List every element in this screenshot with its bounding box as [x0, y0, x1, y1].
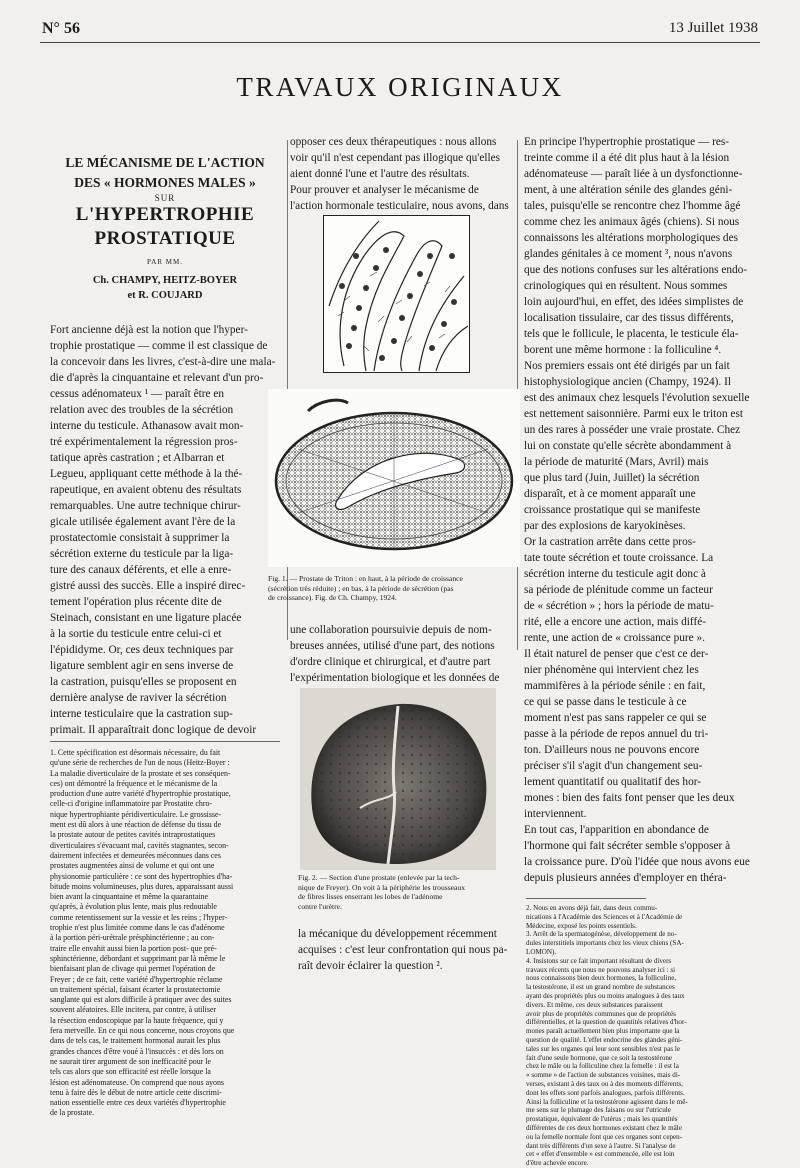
issue-number: N° 56: [42, 20, 80, 37]
text-line: tate toute sécrétion et toute croissance. La: [524, 552, 714, 564]
text-line: nier phénomène qui intervient chez les: [524, 664, 699, 676]
text-line: divers. Et même, ces deux substances paraissent: [526, 1000, 663, 1009]
text-line: prostates augmentées ainsi de volume et qui ont une: [50, 861, 215, 871]
text-line: disparaît, et à ce moment apparaît une: [524, 488, 696, 500]
text-line: tels cas alors que son efficacité est réelle lorsque la: [50, 1067, 211, 1077]
text-line: trophie prostatique — comme il est classique de: [50, 340, 268, 352]
text-line: Freyer ; de ce fait, cette variété d'hypertrophie réclame: [50, 974, 223, 984]
text-line: contre l'urètre.: [298, 901, 342, 911]
text-line: qu'après, à évolution plus lente, mais plus redoutable: [50, 902, 217, 912]
text-line: loin aujourd'hui, en effet, des idées simplistes de: [524, 296, 744, 308]
text-line: diverticulaires s'évacuant mal, cavités stagnantes, secon-: [50, 840, 229, 850]
text-line: d'être achevée encore.: [526, 1159, 589, 1168]
text-line: 1. Cette spécification est désormais nécessaire, du fait: [50, 748, 221, 757]
author-line: et R. COUJARD: [127, 290, 203, 301]
text-line: mammifères à la période sénile : en fait,: [524, 680, 706, 692]
text-line: prostatectomie consistait à supprimer la: [50, 532, 230, 544]
text-line: lui on constate qu'elle sécrète abondamment à: [524, 440, 732, 452]
text-line: souvent aléatoires. Elle incitera, par contre, à utiliser: [50, 1005, 217, 1015]
text-line: mones : bien des faits font penser que les deux: [524, 792, 735, 804]
text-line: passe à la période de repos annuel du tri-: [524, 728, 709, 740]
text-line: La maladie diverticulaire de la prostate et ses conséquen-: [50, 768, 231, 778]
col1-text: [50, 322, 280, 738]
text-line: de « sécrétion » ; hors la période de matu-: [524, 600, 714, 612]
article-title-line: DES « HORMONES MALES »: [74, 175, 256, 190]
text-line: acquises : c'est leur confrontation qui nous pa-: [298, 944, 508, 956]
col2-bottom-text: [298, 926, 520, 974]
author-line: Ch. CHAMPY, HEITZ-BOYER: [92, 275, 238, 286]
text-line: tels que le follicule, le placenta, le testicule éla-: [524, 328, 739, 340]
text-line: la prostate autour de petites cavités intraprostatiques: [50, 830, 216, 840]
footnote-rule: [50, 741, 280, 742]
text-line: breuses années, utilisé d'une part, des notions: [290, 640, 495, 652]
text-line: relation avec des troubles de la sécrétion: [50, 404, 234, 416]
text-line: rente, une action de « croissance pure ».: [524, 632, 705, 644]
text-line: me sens sur le plumage des faisans ou sur l'utricule: [526, 1106, 671, 1115]
text-line: l'épididyme. Or, ces deux techniques par: [50, 644, 234, 656]
text-line: fera merveille. En ce qui nous concerne, nous croyons que: [50, 1026, 235, 1036]
figure2-photo: [300, 688, 496, 870]
text-line: cessus adénomateux ¹ — paraît être en: [50, 388, 225, 400]
text-line: à la sortie du testicule entre celui-ci et: [50, 628, 222, 640]
article-sur: SUR: [154, 193, 176, 203]
text-line: Fig. 1. — Prostate de Triton : en haut, à la période de croissance: [268, 574, 463, 583]
text-line: question de qualité. L'effet endocrine des glandes géni-: [526, 1035, 683, 1044]
text-line: primait. Il apparaîtrait donc logique de devoir: [50, 724, 257, 736]
text-line: tales, puisqu'elle se rencontre chez l'homme âgé: [524, 200, 741, 212]
text-line: ayant des propriétés plus ou moins analogues à des taux: [526, 991, 685, 1000]
text-line: avoir plus de propriétés communes que de propriétés: [526, 1009, 676, 1018]
text-line: traire elle envahit aussi bien la portion post- que pré-: [50, 943, 217, 953]
text-line: Fig. 2. — Section d'une prostate (enlevée par la tech-: [298, 873, 460, 882]
text-line: crinologiques qui en résultent. Nous sommes: [524, 280, 728, 292]
text-line: En tout cas, l'apparition en abondance de: [524, 824, 709, 836]
text-line: Médecine, exposé les points essentiels.: [526, 921, 637, 930]
article-subtitle-line: PROSTATIQUE: [94, 228, 236, 249]
text-line: sa période de plénitude comme un facteur: [524, 584, 713, 596]
text-line: ces) ont démontré la fréquence et le mécanisme de la: [50, 778, 218, 788]
text-line: ton. D'ailleurs nous ne pouvons encore: [524, 744, 700, 756]
text-line: borent une même hormone : la folliculine ⁴.: [524, 344, 722, 356]
article-authors: [50, 273, 280, 303]
text-line: l'action hormonale testiculaire, nous avons, dans: [290, 200, 509, 212]
text-line: ment, à une altération sénile des glandes géni-: [524, 184, 733, 196]
text-line: dant très différents d'un sexe à l'autre. Si l'analyse de: [526, 1141, 676, 1150]
text-line: de fibres lisses enserrant les lobes de l'adénome: [298, 892, 443, 902]
figure1-lower-section: [268, 389, 520, 567]
text-line: localisation tissulaire, car des tissus différents,: [524, 312, 734, 324]
text-line: sanglante qui est alors difficile à pratiquer avec des suites: [50, 995, 232, 1005]
text-line: depuis plusieurs années d'employer en théra-: [524, 872, 727, 884]
text-line: lésion est adénomateuse. On comprend que nous ayons: [50, 1077, 224, 1087]
text-line: adénomateuse — paraît liée à un dysfonctionne-: [524, 168, 743, 180]
text-line: préciser s'il s'agit d'un changement seu-: [524, 760, 703, 772]
text-line: En principe l'hypertrophie prostatique — res-: [524, 136, 730, 148]
text-line: remarquables. Une autre technique chirur-: [50, 500, 241, 512]
article-subtitle-line: L'HYPERTROPHIE: [75, 204, 255, 225]
text-line: tales sur les organes qui leur sont sensibles n'est pas le: [526, 1044, 681, 1053]
text-line: histophysiologique ancien (Champy, 1924). Il: [524, 376, 731, 388]
text-line: treinte comme il a été dit plus haut à la lésion: [524, 152, 730, 164]
text-line: tenu à faire dès le début de notre article cette discrimi-: [50, 1087, 222, 1097]
text-line: croissance prostatique qui se manifeste: [524, 504, 701, 516]
text-line: gicale utilisée également avant l'ère de la: [50, 516, 236, 528]
header-rule: [40, 42, 760, 43]
text-line: par des explosions de karyokinèses.: [524, 520, 686, 532]
article-subtitle: [50, 203, 280, 251]
text-line: 2. Nous en avons déjà fait, dans deux commu-: [526, 904, 658, 912]
text-line: 4. Insistons sur ce fait important résultant de divers: [526, 956, 672, 965]
col2-mid-text: [290, 622, 516, 686]
text-line: à la portion péri-urétrale présphinctérienne ; au con-: [50, 933, 215, 943]
text-line: interne testiculaire que la castration sup-: [50, 708, 233, 720]
text-line: celle-ci d'origine inflammatoire par Prostatite chro-: [50, 799, 213, 809]
text-line: que plus tard (Juin, Juillet) la sécrétion: [524, 472, 700, 484]
text-line: physionomie particulière : ce sont des hypertrophies d'ha-: [50, 871, 233, 881]
prostate-section-photo: [300, 688, 496, 870]
text-line: dairement infectées et demeurées méconnues dans ces: [50, 850, 221, 860]
text-line: la castration, puisqu'elles se proposent en: [50, 676, 237, 688]
text-line: ou la femelle normale font que ces organes sont cepen-: [526, 1132, 683, 1141]
text-line: production d'une autre variété d'hypertrophie prostatique,: [50, 789, 231, 799]
footnote-rule: [526, 898, 646, 899]
text-line: la concevoir dans les livres, c'est-à-dire une mala-: [50, 356, 276, 368]
text-line: die d'après la cinquantaine et relevant d'un pro-: [50, 372, 264, 384]
text-line: tatique après castration ; et Albarran et: [50, 452, 225, 464]
article-title: [50, 153, 280, 193]
text-line: Ainsi la folliculine et la testostérone agissent dans le mê-: [526, 1097, 688, 1106]
issue-date: 13 Juillet 1938: [668, 20, 758, 36]
text-line: une collaboration poursuivie depuis de nom-: [290, 624, 492, 636]
text-line: Steinach, consistant en une ligature placée: [50, 612, 242, 624]
text-line: lement quantitatif ou qualitatif des hor-: [524, 776, 702, 788]
text-line: la résection endoscopique par la haute fréquence, qui y: [50, 1015, 224, 1025]
figure1-upper-drawing: [323, 215, 470, 373]
text-line: l'hormone qui fait sécréter semble s'opposer à: [524, 840, 731, 852]
text-line: nation essentielle entre ces deux variétés d'hypertrophie: [50, 1098, 226, 1108]
section-title: TRAVAUX ORIGINAUX: [236, 72, 564, 102]
text-line: LOMON).: [526, 947, 557, 956]
text-line: dans de tels cas, le traitement hormonal aurait les plus: [50, 1036, 221, 1046]
figure2-caption: [298, 873, 518, 911]
text-line: tré expérimentalement la régression pros-: [50, 436, 238, 448]
text-line: bienfaisant plan de clivage qui permet l'opération de: [50, 964, 216, 974]
text-line: un traitement spécial, faisant écarter la prostatectomie: [50, 984, 221, 994]
article-par: PAR MM.: [147, 258, 183, 266]
col1-footnote: [50, 748, 282, 1119]
text-line: qu'une série de recherches de l'un de nous (Heitz-Boyer :: [50, 758, 230, 768]
text-line: travaux récents que nous ne pouvons analyser ici : si: [526, 965, 676, 974]
text-line: rapeutique, en avaient obtenu des résultats: [50, 484, 242, 496]
text-line: dernière analyse de raviver la sécrétion: [50, 692, 227, 704]
text-line: raît devoir éclairer la question ².: [298, 960, 443, 972]
text-line: trophie n'est plus limitée comme dans le cas d'adénome: [50, 923, 225, 933]
text-line: bitude moins volumineuses, plus dures, apparaissant aussi: [50, 881, 234, 891]
text-line: grandes chances d'être voué à l'insuccès : et dès lors on: [50, 1046, 224, 1056]
text-line: sphinctérienne, débordant et supprimant par là même le: [50, 953, 226, 963]
text-line: sécrétion interne du testicule agit donc à: [524, 568, 706, 580]
text-line: est nettement saisonnière. Parmi eux le triton est: [524, 408, 743, 420]
text-line: opposer ces deux thérapeutiques : nous allons: [290, 136, 497, 148]
text-line: chez le mâle ou la folliculine chez la femelle : il est la: [526, 1062, 679, 1071]
text-line: ment est dû alors à une réaction de défense du tissu de: [50, 820, 222, 830]
text-line: tement l'opération plus récente dite de: [50, 596, 222, 608]
text-line: de croissance). Fig. de Ch. Champy, 1924.: [268, 593, 397, 603]
text-line: sécrétion externe du testicule par la liga-: [50, 548, 234, 560]
figure1-caption: [268, 574, 520, 603]
text-line: Nos premiers essais ont été dirigés par un fait: [524, 360, 730, 372]
text-line: 3. Arrêt de la spermatogénèse, développement de no-: [526, 930, 677, 939]
text-line: « somme » de l'action de substances voisines, mais di-: [526, 1071, 681, 1080]
text-line: nique de Freyer). On voit à la périphérie les trousseaux: [298, 882, 466, 892]
text-line: glandes génitales à ce moment ³, nous n'avons: [524, 248, 733, 260]
text-line: fait d'une seule hormone, que ce soit la testostérone: [526, 1053, 673, 1062]
text-line: la période de maturité (Mars, Avril) mais: [524, 456, 709, 468]
text-line: mones paraît actuellement bien plus importante que la: [526, 1027, 680, 1036]
text-line: moment n'est pas sans rappeler ce qui se: [524, 712, 707, 724]
text-line: bien avant la cinquantaine et même la quarantaine: [50, 892, 208, 902]
text-line: Il était naturel de penser que c'est ce der-: [524, 648, 709, 660]
text-line: différentielles, et la question de quantités relatives d'hor-: [526, 1018, 687, 1027]
triton-tubules-illustration: [324, 216, 468, 371]
text-line: Pour prouver et analyser le mécanisme de: [290, 184, 479, 196]
text-line: interne du testicule. Athanasow avait mon-: [50, 420, 244, 432]
col3-text: [524, 134, 754, 886]
text-line: nications à l'Académie des Sciences et à l'Académie de: [526, 912, 683, 921]
text-line: la mécanique du développement récemment: [298, 928, 497, 940]
text-line: un des rares à posséder une vraie prostate. Chez: [524, 424, 741, 436]
text-line: nous connaissons bien deux hormones, la folliculine,: [526, 974, 677, 983]
text-line: de la prostate.: [50, 1108, 95, 1118]
text-line: Or la castration arrête dans cette pros-: [524, 536, 696, 548]
text-line: l'expérimentation biologique et les données de: [290, 672, 500, 684]
text-line: ligature semblent agir en sens inverse de: [50, 660, 234, 672]
text-line: (sécrétion très réduite) ; en bas, à la période de sécrétion (pas: [268, 583, 454, 593]
text-line: nique hypertrophiante péridiverticulaire. Le grossisse-: [50, 809, 222, 819]
text-line: verses, existant à des taux ou à des moments différents,: [526, 1079, 683, 1088]
col3-footnotes: [526, 904, 756, 1168]
text-line: cet « effet d'ensemble » est commencée, elle est loin: [526, 1150, 675, 1159]
text-line: rité, elle a encore une action, mais diffé-: [524, 616, 707, 628]
text-line: Legueu, appliquant cette méthode à la thé-: [50, 468, 243, 480]
text-line: est des animaux chez lesquels l'évolution sexuelle: [524, 392, 750, 404]
text-line: dont les effets sont parfois analogues, parfois différents.: [526, 1088, 685, 1097]
text-line: comme retentissement sur la vessie et les reins ; l'hyper-: [50, 912, 228, 922]
text-line: connaissons les altérations morphologiques des: [524, 232, 738, 244]
text-line: d'ordre clinique et chirurgical, et d'autre part: [290, 656, 491, 668]
text-line: ne saurait tirer argument de son inefficacité pour le: [50, 1056, 211, 1066]
triton-prostate-section-illustration: [268, 389, 520, 567]
text-line: aient donné l'une et l'autre des résultats.: [290, 168, 470, 180]
text-line: la croissance pure. D'où l'idée que nous avons eue: [524, 856, 750, 868]
col2-top-text: [290, 134, 510, 214]
text-line: Fort ancienne déjà est la notion que l'hyper-: [50, 324, 248, 336]
text-line: différentes de ces deux hormones existant chez le mâle: [526, 1123, 682, 1132]
text-line: voir qu'il n'est cependant pas illogique qu'elles: [290, 152, 501, 164]
text-line: ce qui se passe dans le testicule à ce: [524, 696, 687, 708]
text-line: comme chez les animaux âgés (chiens). Si nous: [524, 216, 740, 228]
text-line: gistré aussi des succès. Elle a inspiré direc-: [50, 580, 246, 592]
text-line: que des notions confuses sur les altérations endo-: [524, 264, 748, 276]
text-line: prostatique, équivalent de l'utérus ; mais les quantités: [526, 1115, 678, 1124]
text-line: dules interstitiels importants chez les vieux chiens (SA-: [526, 939, 684, 948]
text-line: la testostérone, il est un grand nombre de substances: [526, 983, 675, 992]
text-line: interviennent.: [524, 808, 587, 820]
article-title-line: LE MÉCANISME DE L'ACTION: [65, 155, 265, 170]
text-line: ture des canaux déférents, et elle a enre-: [50, 564, 232, 576]
